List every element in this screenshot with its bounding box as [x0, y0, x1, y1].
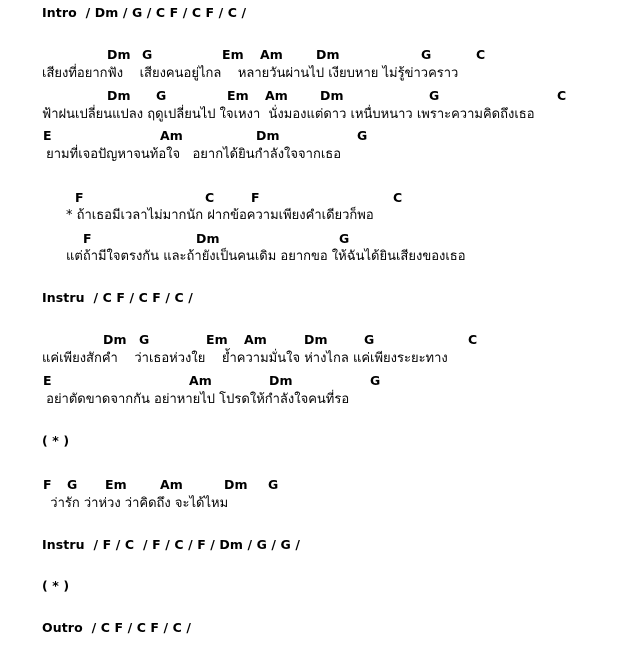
chord-g: G	[268, 477, 279, 492]
repeat-chorus-marker: ( * )	[42, 578, 70, 593]
chord-g: G	[139, 332, 150, 347]
chord-am: Am	[160, 128, 183, 143]
lyric-line: ฟ้าฝนเปลี่ยนแปลง ฤดูเปลี่ยนไป ใจเหงา นั่งมองแต่ดาว เหนื่บหนาว เพราะความคิดถึงเธอ	[42, 107, 535, 122]
chord-row	[0, 231, 620, 247]
chord-row	[0, 190, 620, 206]
chord-am: Am	[260, 47, 283, 62]
chord-g: G	[357, 128, 368, 143]
chord-row	[0, 128, 620, 144]
chord-dm: Dm	[103, 332, 127, 347]
chord-em: Em	[227, 88, 249, 103]
instru-label: Instru / F / C / F / C / F / Dm / G / G /	[42, 537, 300, 552]
chord-c: C	[468, 332, 478, 347]
chord-row	[0, 88, 620, 104]
chord-dm: Dm	[256, 128, 280, 143]
chord-row	[0, 373, 620, 389]
chord-g: G	[370, 373, 381, 388]
intro-label: Intro / Dm / G / C F / C F / C /	[42, 5, 247, 20]
chord-em: Em	[222, 47, 244, 62]
chord-am: Am	[265, 88, 288, 103]
outro-label: Outro / C F / C F / C /	[42, 620, 192, 635]
chord-f: F	[83, 231, 92, 246]
chord-c: C	[557, 88, 567, 103]
repeat-chorus-marker: ( * )	[42, 433, 70, 448]
chord-row	[0, 47, 620, 63]
instru-label: Instru / C F / C F / C /	[42, 290, 193, 305]
chord-g: G	[421, 47, 432, 62]
chord-dm: Dm	[304, 332, 328, 347]
chord-dm: Dm	[224, 477, 248, 492]
chord-g: G	[339, 231, 350, 246]
chord-e: E	[43, 128, 52, 143]
chord-f: F	[43, 477, 52, 492]
chord-e: E	[43, 373, 52, 388]
chord-c: C	[393, 190, 403, 205]
chord-em: Em	[105, 477, 127, 492]
lyric-line: แค่เพียงสักคำ ว่าเธอห่วงใย ย้ำความมั่นใจ ห่างไกล แค่เพียงระยะทาง	[42, 351, 448, 366]
chord-c: C	[205, 190, 215, 205]
chord-f: F	[75, 190, 84, 205]
lyric-line: แต่ถ้ามีใจตรงกัน และถ้ายังเป็นคนเดิม อยากขอ ให้ฉันได้ยินเสียงของเธอ	[66, 249, 466, 264]
chord-g: G	[67, 477, 78, 492]
lyric-line: เสียงที่อยากฟัง เสียงคนอยู่ไกล หลายวันผ่านไป เงียบหาย ไม่รู้ข่าวคราว	[42, 66, 459, 81]
chord-am: Am	[160, 477, 183, 492]
lyric-line: อย่าตัดขาดจากกัน อย่าหายไป โปรดให้กำลังใจคนที่รอ	[42, 392, 350, 407]
chord-dm: Dm	[269, 373, 293, 388]
chord-g: G	[364, 332, 375, 347]
lyric-line: * ถ้าเธอมีเวลาไม่มากนัก ฝากข้อความเพียงคำเดียวก็พอ	[66, 208, 374, 223]
chord-dm: Dm	[196, 231, 220, 246]
chord-dm: Dm	[107, 47, 131, 62]
chord-g: G	[142, 47, 153, 62]
chord-g: G	[429, 88, 440, 103]
chord-dm: Dm	[107, 88, 131, 103]
chord-am: Am	[244, 332, 267, 347]
chord-dm: Dm	[320, 88, 344, 103]
chord-em: Em	[206, 332, 228, 347]
chord-c: C	[476, 47, 486, 62]
chord-row	[0, 477, 620, 493]
chord-dm: Dm	[316, 47, 340, 62]
chord-row	[0, 332, 620, 348]
chord-g: G	[156, 88, 167, 103]
lyric-line: ว่ารัก ว่าห่วง ว่าคิดถึง จะได้ไหม	[42, 496, 229, 511]
lyric-line: ยามที่เจอปัญหาจนท้อใจ อยากได้ยินกำลังใจจากเธอ	[42, 147, 341, 162]
chord-f: F	[251, 190, 260, 205]
chord-am: Am	[189, 373, 212, 388]
